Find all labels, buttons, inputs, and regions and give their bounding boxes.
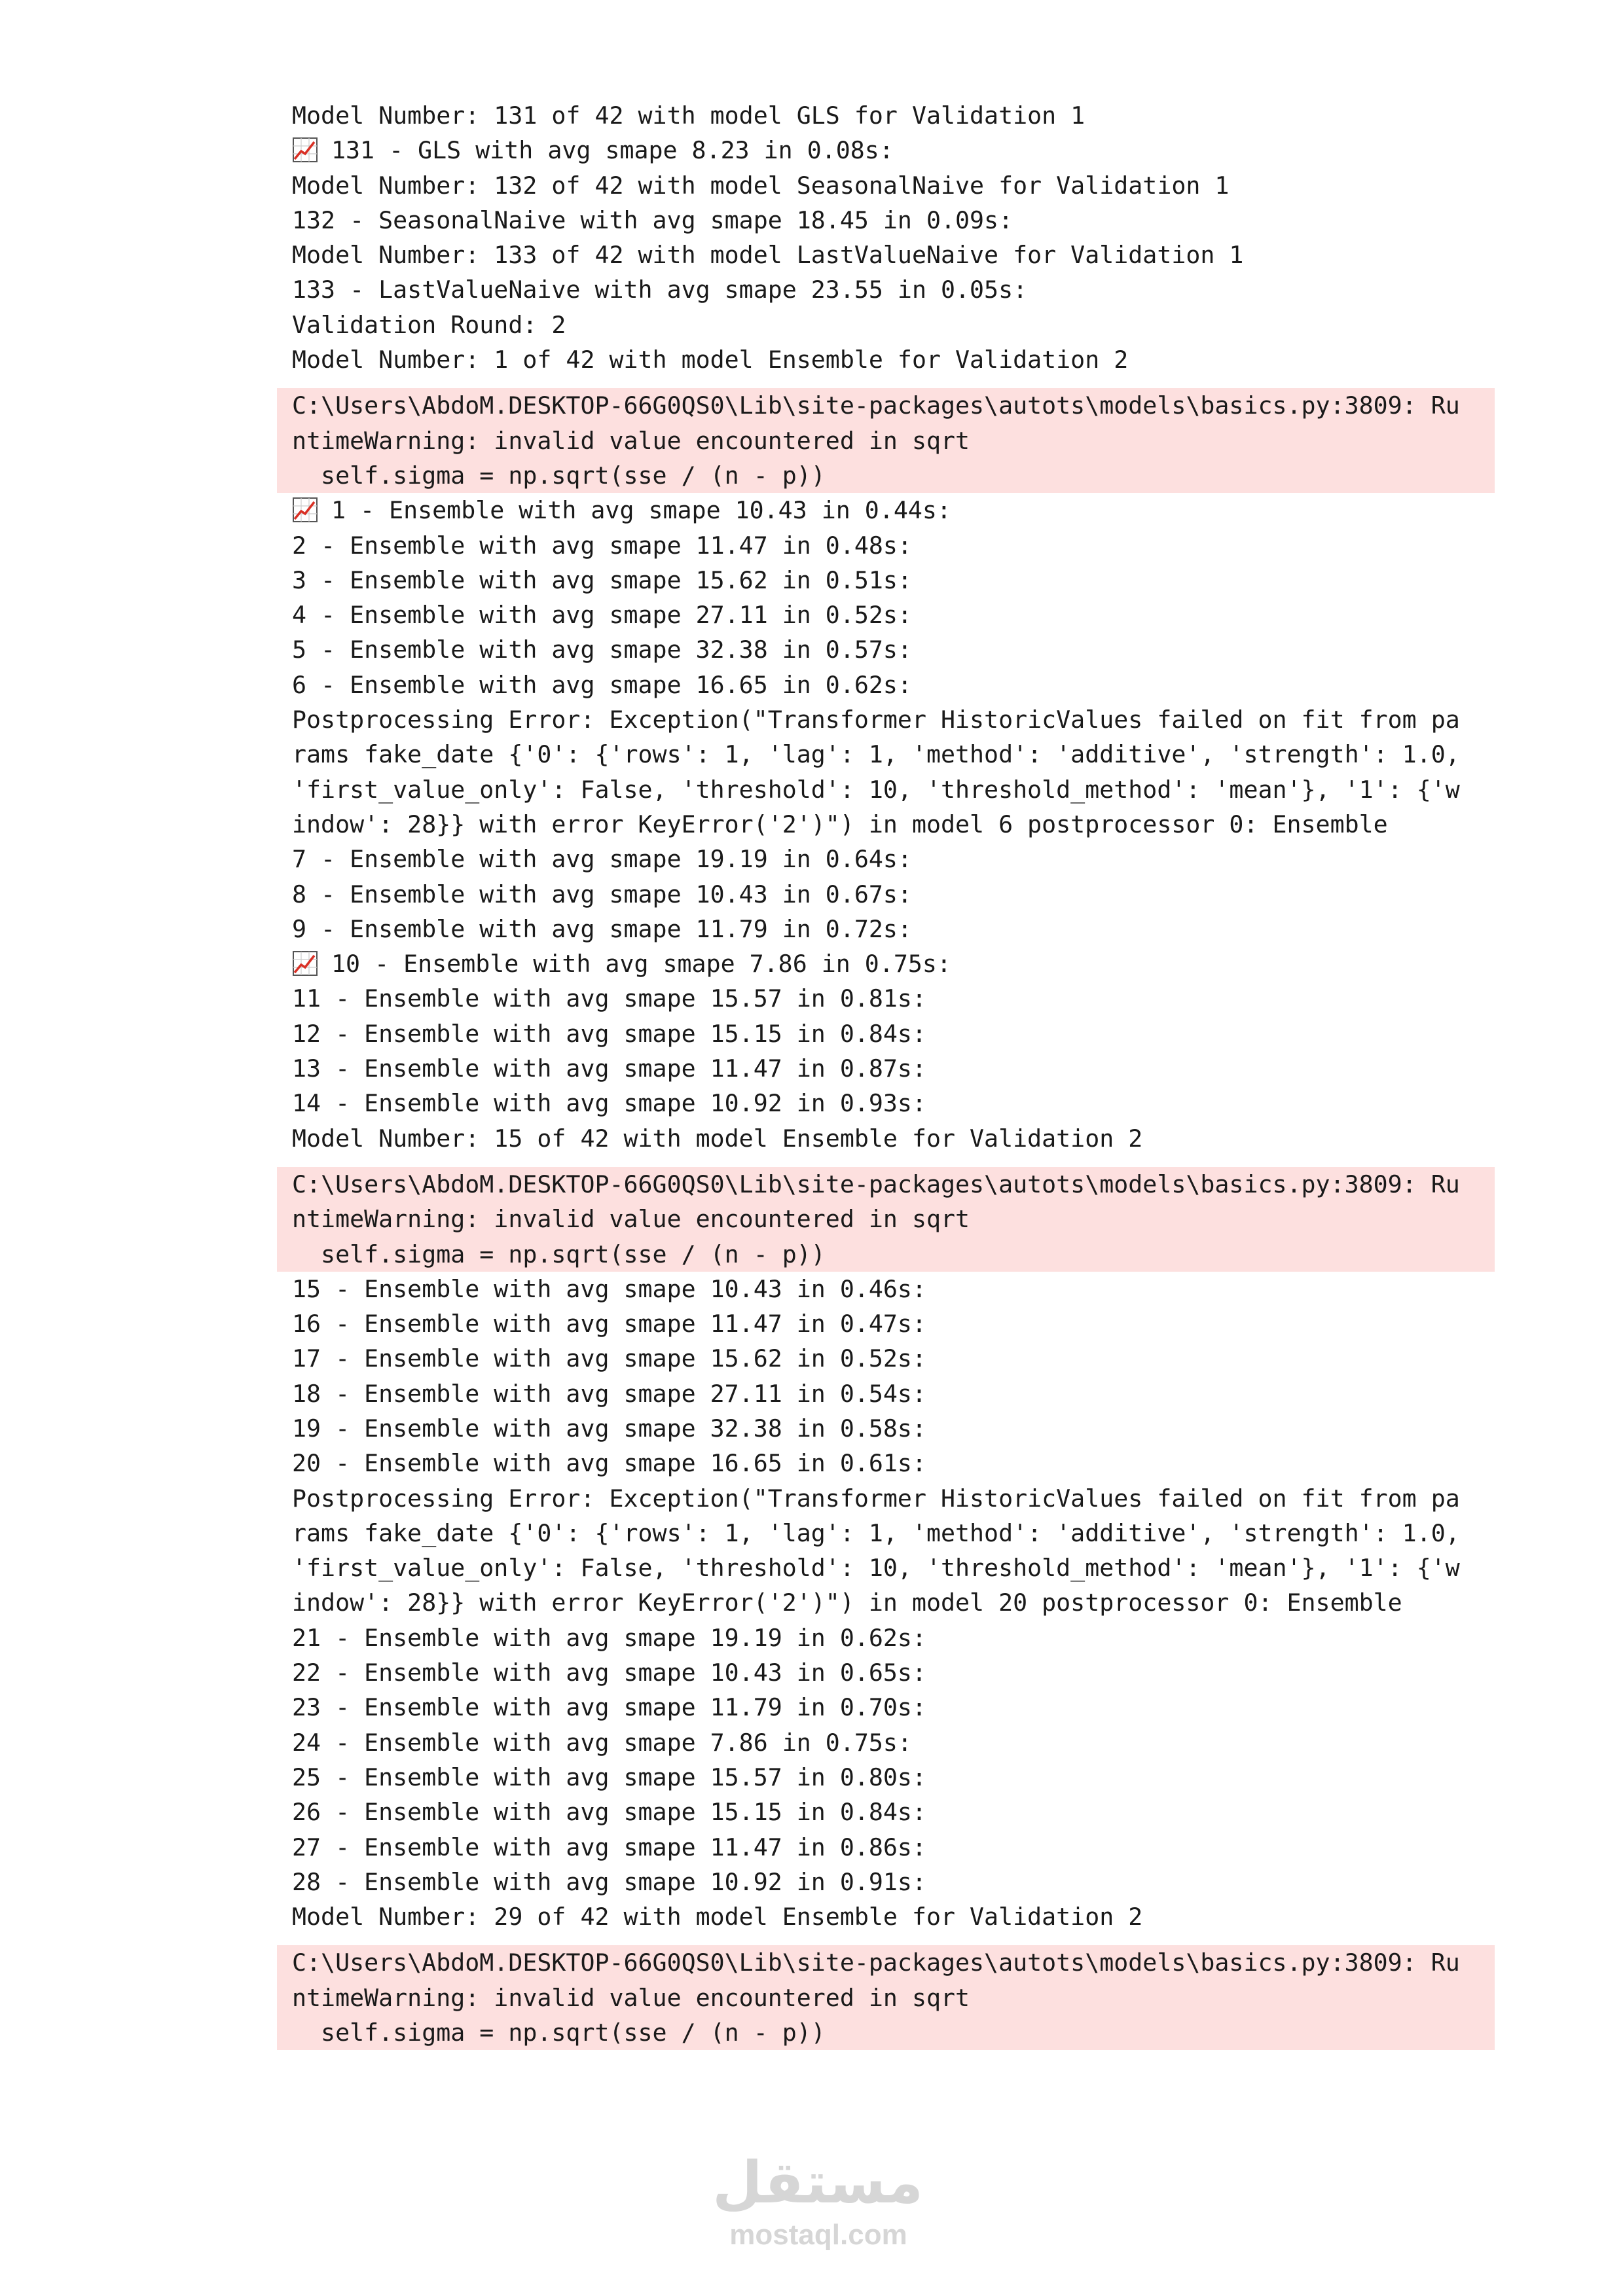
log-line-text: indow': 28}} with error KeyError('2')") in model 20 postprocessor 0: Ensemble — [292, 1588, 1402, 1617]
log-line-text: 17 - Ensemble with avg smape 15.62 in 0.52s: — [292, 1344, 926, 1373]
log-line-text: self.sigma = np.sqrt(sse / (n - p)) — [292, 1240, 826, 1268]
log-line-text: Postprocessing Error: Exception("Transformer HistoricValues failed on fit from pa — [292, 1484, 1460, 1513]
log-line-text: Validation Round: 2 — [292, 310, 566, 339]
log-line-text: Model Number: 133 of 42 with model LastValueNaive for Validation 1 — [292, 241, 1244, 270]
log-line — [277, 272, 1495, 307]
log-line-text: 'first_value_only': False, 'threshold': 10, 'threshold_method': 'mean'}, '1': {'w — [292, 775, 1460, 804]
log-line-text: 'first_value_only': False, 'threshold': 10, 'threshold_method': 'mean'}, '1': {'w — [292, 1554, 1460, 1583]
log-line — [277, 1016, 1495, 1051]
chart-increasing-icon — [292, 137, 318, 163]
log-line — [277, 308, 1495, 342]
log-line-text: ntimeWarning: invalid value encountered in sqrt — [292, 1983, 970, 2012]
log-line — [277, 737, 1495, 772]
log-line-text: 3 - Ensemble with avg smape 15.62 in 0.51s: — [292, 565, 912, 594]
block-spacer — [277, 1156, 1495, 1167]
log-line — [277, 1051, 1495, 1086]
log-line — [277, 1725, 1495, 1760]
log-line-text: self.sigma = np.sqrt(sse / (n - p)) — [292, 2018, 826, 2047]
log-line-text: 9 - Ensemble with avg smape 11.79 in 0.72s: — [292, 914, 912, 943]
log-line-text: ntimeWarning: invalid value encountered in sqrt — [292, 426, 970, 455]
log-line-text: 2 - Ensemble with avg smape 11.47 in 0.48s: — [292, 531, 912, 560]
log-line — [277, 1655, 1495, 1690]
warning-line — [277, 1202, 1495, 1236]
log-line-text: 11 - Ensemble with avg smape 15.57 in 0.81s: — [292, 984, 926, 1013]
log-line-text: 8 - Ensemble with avg smape 10.43 in 0.67s: — [292, 880, 912, 908]
log-line-text: 26 - Ensemble with avg smape 15.15 in 0.84s: — [292, 1798, 926, 1827]
log-line — [277, 702, 1495, 737]
log-line-text: 21 - Ensemble with avg smape 19.19 in 0.62s: — [292, 1623, 926, 1652]
log-line-text: Model Number: 29 of 42 with model Ensemble for Validation 2 — [292, 1903, 1143, 1931]
log-line-text: 5 - Ensemble with avg smape 32.38 in 0.57s: — [292, 636, 912, 664]
log-line-text: 24 - Ensemble with avg smape 7.86 in 0.75s: — [292, 1728, 912, 1757]
log-line — [277, 1795, 1495, 1829]
log-line — [277, 598, 1495, 632]
chart-increasing-icon — [292, 950, 318, 977]
log-line — [277, 1830, 1495, 1865]
log-line — [277, 238, 1495, 272]
log-line — [277, 842, 1495, 876]
log-line — [277, 1585, 1495, 1620]
log-line — [277, 563, 1495, 598]
log-line-text: 1 - Ensemble with avg smape 10.43 in 0.44s: — [331, 496, 951, 525]
block-spacer — [277, 377, 1495, 388]
log-line-text: ntimeWarning: invalid value encountered in sqrt — [292, 1205, 970, 1234]
log-line-text: 23 - Ensemble with avg smape 11.79 in 0.70s: — [292, 1693, 926, 1722]
log-line-text: rams fake_date {'0': {'rows': 1, 'lag': 1, 'method': 'additive', 'strength': 1.0, — [292, 740, 1460, 769]
log-line-text: 132 - SeasonalNaive with avg smape 18.45 in 0.09s: — [292, 206, 1013, 234]
log-line — [277, 1516, 1495, 1551]
log-line — [277, 1760, 1495, 1795]
log-line — [277, 1121, 1495, 1156]
log-line-text: Model Number: 131 of 42 with model GLS for Validation 1 — [292, 101, 1085, 130]
log-line-text: 25 - Ensemble with avg smape 15.57 in 0.80s: — [292, 1763, 926, 1791]
log-line — [277, 1341, 1495, 1376]
mostaql-watermark — [714, 2147, 923, 2265]
log-line-text: self.sigma = np.sqrt(sse / (n - p)) — [292, 461, 826, 490]
log-line-text: 18 - Ensemble with avg smape 27.11 in 0.54s: — [292, 1379, 926, 1408]
warning-line — [277, 458, 1495, 493]
log-line — [277, 981, 1495, 1016]
log-line-text: 13 - Ensemble with avg smape 11.47 in 0.87s: — [292, 1054, 926, 1083]
log-line-text: 19 - Ensemble with avg smape 32.38 in 0.58s: — [292, 1414, 926, 1443]
log-line-text: rams fake_date {'0': {'rows': 1, 'lag': 1, 'method': 'additive', 'strength': 1.0, — [292, 1518, 1460, 1547]
warning-line — [277, 1945, 1495, 1980]
log-line-text: 7 - Ensemble with avg smape 19.19 in 0.64s: — [292, 845, 912, 874]
log-line-text: 4 - Ensemble with avg smape 27.11 in 0.52s: — [292, 601, 912, 630]
log-line — [277, 133, 1495, 168]
log-line — [277, 493, 1495, 528]
log-line — [277, 877, 1495, 912]
log-line — [277, 1411, 1495, 1446]
log-line — [277, 912, 1495, 946]
log-line — [277, 1690, 1495, 1725]
log-line — [277, 807, 1495, 842]
log-line-text: 16 - Ensemble with avg smape 11.47 in 0.47s: — [292, 1310, 926, 1338]
watermark-latin: mostaql.com — [729, 2219, 907, 2251]
chart-increasing-icon — [292, 497, 318, 523]
log-line — [277, 528, 1495, 563]
log-line — [277, 632, 1495, 667]
log-line-text: C:\Users\AbdoM.DESKTOP-66G0QS0\Lib\site-packages\autots\models\basics.py:3809: Ru — [292, 1170, 1460, 1198]
log-line-text: 10 - Ensemble with avg smape 7.86 in 0.75s: — [331, 950, 951, 978]
log-line-text: C:\Users\AbdoM.DESKTOP-66G0QS0\Lib\site-packages\autots\models\basics.py:3809: Ru — [292, 391, 1460, 420]
log-line-text: 27 - Ensemble with avg smape 11.47 in 0.86s: — [292, 1833, 926, 1861]
log-line — [277, 1272, 1495, 1306]
log-line-text: 28 - Ensemble with avg smape 10.92 in 0.91s: — [292, 1867, 926, 1896]
log-line — [277, 1306, 1495, 1341]
warning-line — [277, 1237, 1495, 1272]
log-line-text: 14 - Ensemble with avg smape 10.92 in 0.93s: — [292, 1089, 926, 1118]
log-line — [277, 98, 1495, 133]
log-line — [277, 772, 1495, 807]
block-spacer — [277, 1934, 1495, 1945]
log-line-text: 15 - Ensemble with avg smape 10.43 in 0.46s: — [292, 1274, 926, 1303]
warning-line — [277, 1981, 1495, 2015]
warning-line — [277, 2015, 1495, 2050]
console-output — [277, 98, 1495, 2050]
log-line — [277, 1621, 1495, 1655]
log-line-text: 133 - LastValueNaive with avg smape 23.55 in 0.05s: — [292, 276, 1028, 304]
log-line — [277, 203, 1495, 238]
log-line — [277, 1376, 1495, 1411]
log-line-text: 22 - Ensemble with avg smape 10.43 in 0.65s: — [292, 1659, 926, 1687]
log-line-text: Model Number: 132 of 42 with model SeasonalNaive for Validation 1 — [292, 171, 1230, 200]
log-line-text: C:\Users\AbdoM.DESKTOP-66G0QS0\Lib\site-packages\autots\models\basics.py:3809: Ru — [292, 1948, 1460, 1977]
watermark-arabic: مستقل — [712, 2149, 923, 2216]
log-line — [277, 1865, 1495, 1899]
log-line-text: 20 - Ensemble with avg smape 16.65 in 0.61s: — [292, 1449, 926, 1478]
log-line — [277, 1481, 1495, 1516]
log-line — [277, 946, 1495, 981]
log-line-text: 6 - Ensemble with avg smape 16.65 in 0.62s: — [292, 670, 912, 699]
warning-line — [277, 1167, 1495, 1202]
log-line-text: indow': 28}} with error KeyError('2')") in model 6 postprocessor 0: Ensemble — [292, 810, 1388, 838]
log-line-text: 12 - Ensemble with avg smape 15.15 in 0.84s: — [292, 1019, 926, 1048]
warning-line — [277, 423, 1495, 458]
log-line — [277, 1446, 1495, 1480]
log-line-text: Model Number: 1 of 42 with model Ensemble for Validation 2 — [292, 346, 1129, 374]
log-line — [277, 1086, 1495, 1121]
log-line-text: Postprocessing Error: Exception("Transformer HistoricValues failed on fit from pa — [292, 706, 1460, 734]
log-line — [277, 342, 1495, 377]
log-line — [277, 168, 1495, 203]
log-line-text: Model Number: 15 of 42 with model Ensemble for Validation 2 — [292, 1124, 1143, 1153]
log-line — [277, 1899, 1495, 1934]
log-line-text: 131 - GLS with avg smape 8.23 in 0.08s: — [331, 136, 894, 165]
warning-line — [277, 388, 1495, 423]
log-line — [277, 1551, 1495, 1585]
log-line — [277, 668, 1495, 702]
